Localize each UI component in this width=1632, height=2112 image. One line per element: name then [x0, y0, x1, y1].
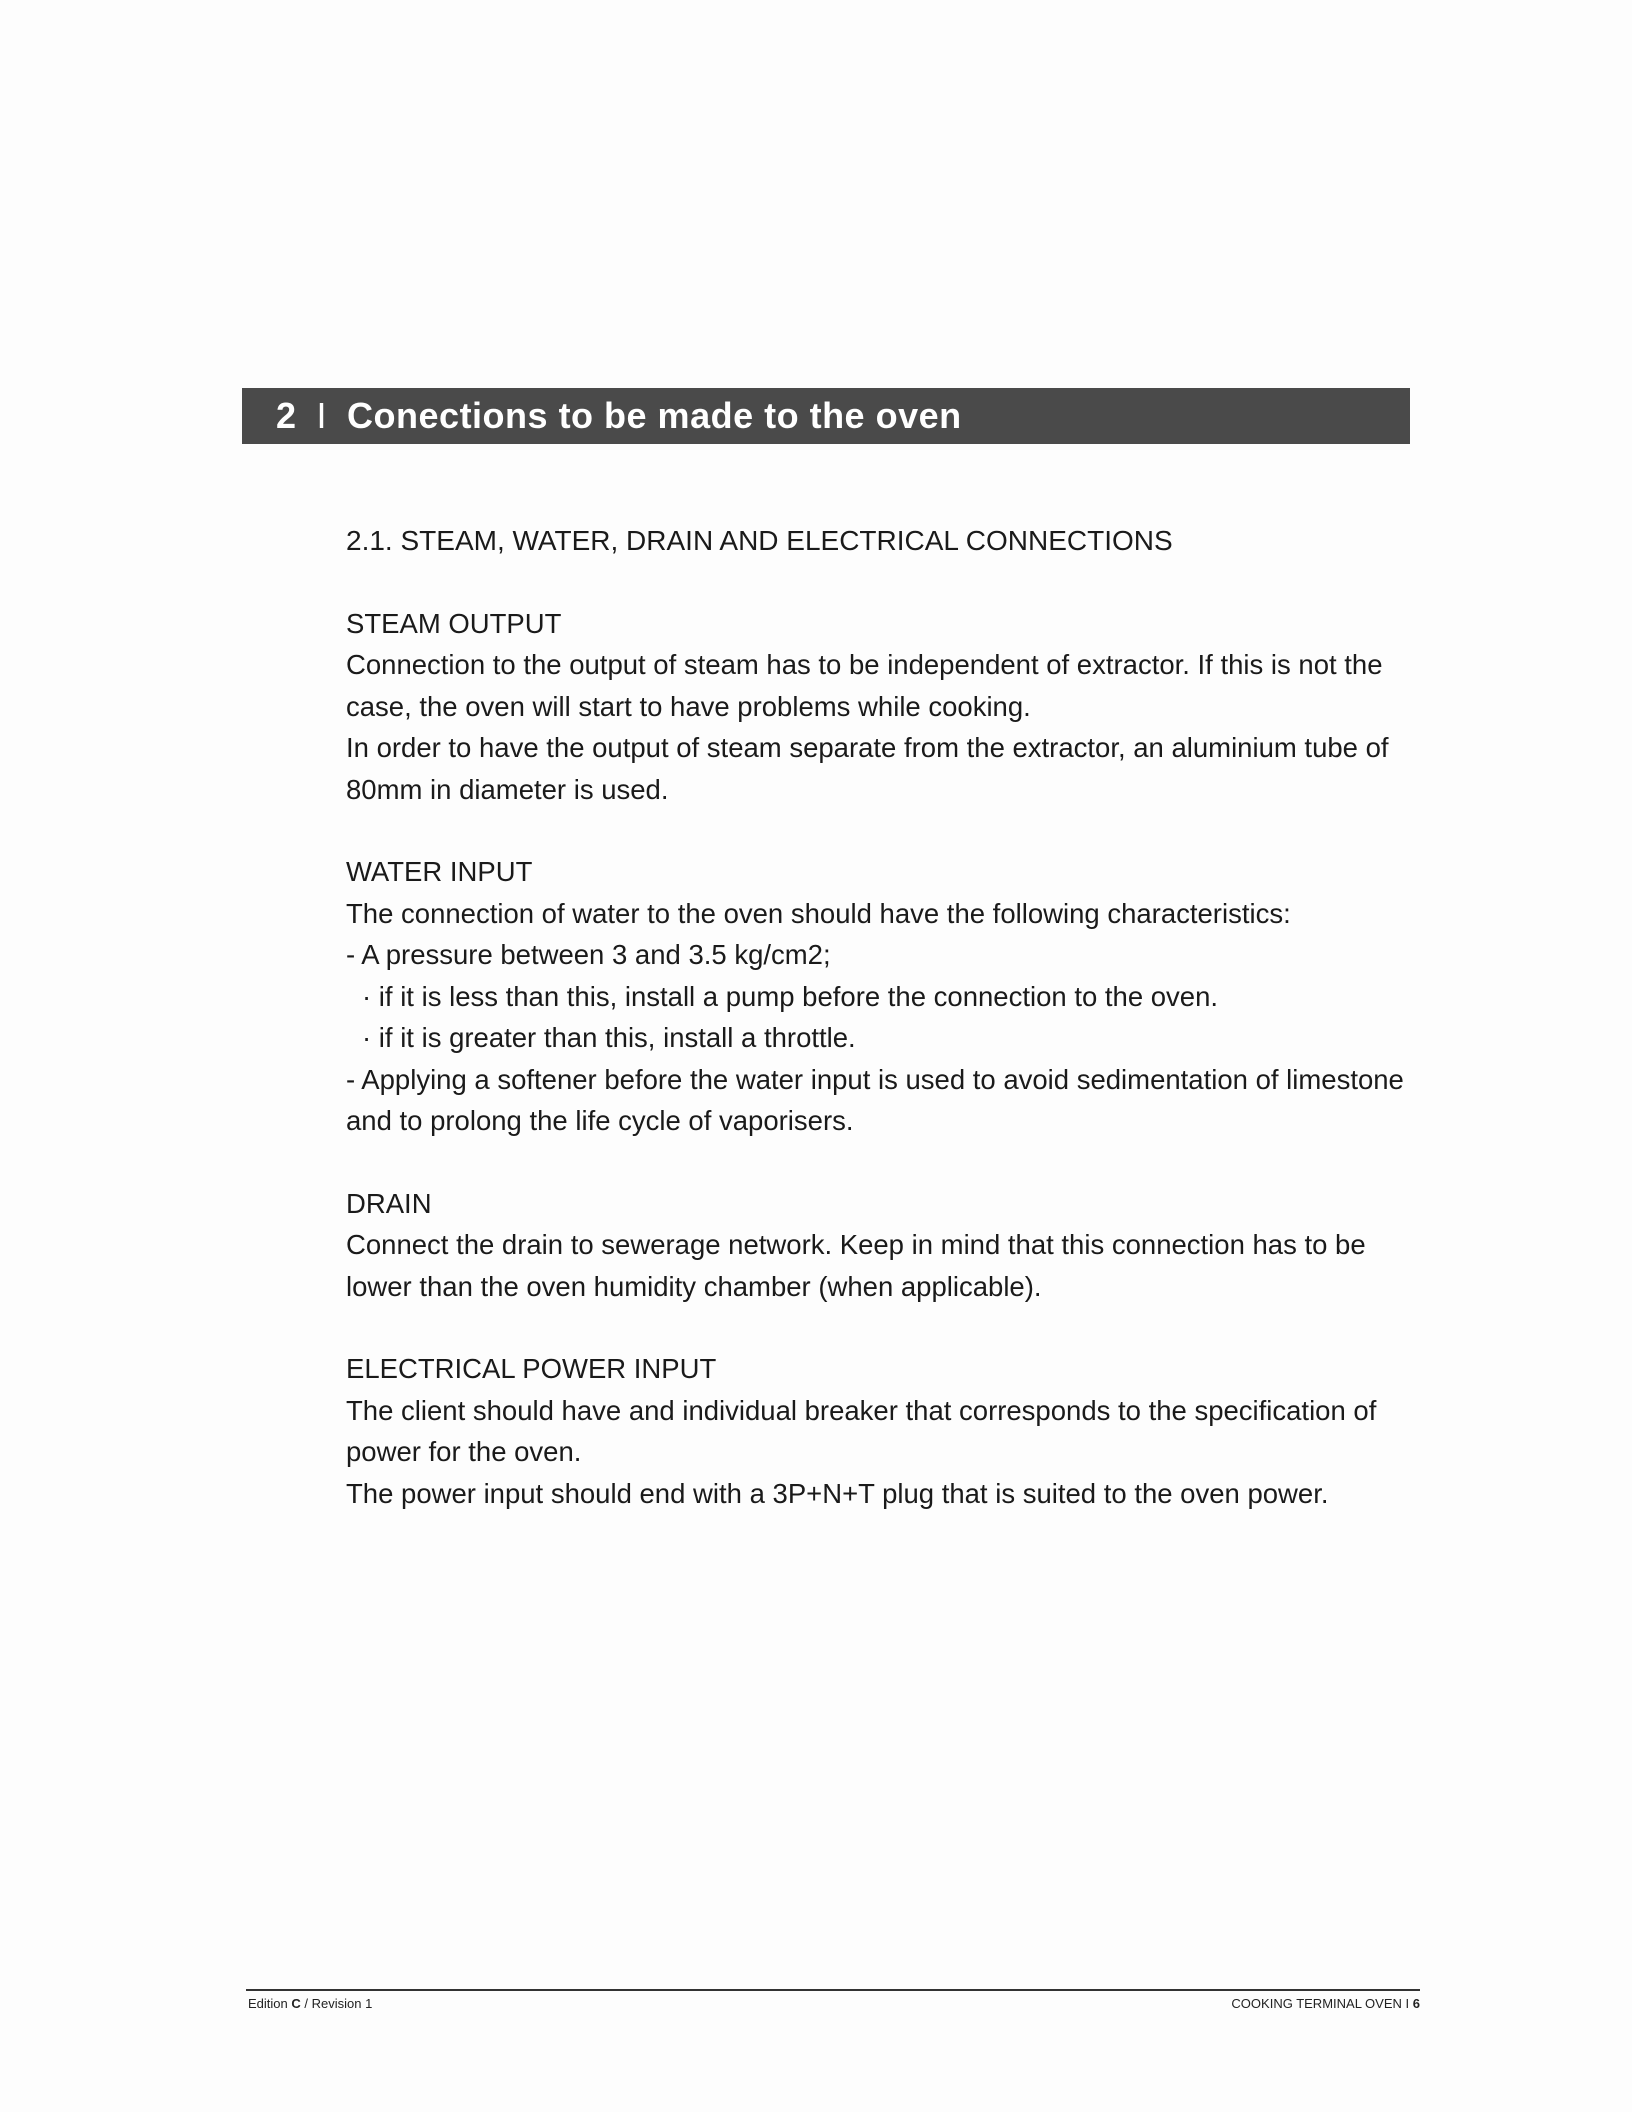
water-input-item-softener: - Applying a softener before the water input is used to avoid sedimentation of limestone and to prolong the life cycle of vaporisers. — [346, 1063, 1404, 1136]
drain-heading: DRAIN — [346, 1187, 432, 1219]
section-title: 2.1. STEAM, WATER, DRAIN AND ELECTRICAL CONNECTIONS — [346, 525, 1173, 556]
steam-output-section — [346, 603, 1416, 811]
footer-edition — [248, 1996, 372, 2011]
drain-section — [346, 1183, 1416, 1308]
electrical-paragraph-2: The power input should end with a 3P+N+T plug that is suited to the oven power. — [346, 1477, 1329, 1509]
chapter-separator: I — [316, 395, 328, 436]
electrical-section — [346, 1348, 1416, 1514]
electrical-heading: ELECTRICAL POWER INPUT — [346, 1353, 717, 1384]
electrical-paragraph-1: The client should have and individual breaker that corresponds to the specification of power for the oven. — [346, 1394, 1377, 1467]
drain-paragraph: Connect the drain to sewerage network. Keep in mind that this connection has to be lower than the oven humidity chamber (when applicable). — [346, 1229, 1366, 1302]
chapter-title: Conections to be made to the oven — [347, 395, 962, 436]
water-input-item-pressure: - A pressure between 3 and 3.5 kg/cm2; — [346, 939, 831, 970]
footer-edition-suffix: / Revision 1 — [300, 1996, 373, 2011]
chapter-number: 2 — [276, 395, 297, 436]
steam-output-paragraph-1: Connection to the output of steam has to be independent of extractor. If this is not the case, the oven will start to have problems while cooking. — [346, 649, 1383, 722]
water-input-subitem-low: · if it is less than this, install a pump before the connection to the oven. — [362, 980, 1219, 1012]
footer-doc-title: COOKING TERMINAL OVEN — [1231, 1996, 1406, 2011]
water-input-intro: The connection of water to the oven should have the following characteristics: — [346, 897, 1291, 929]
footer-doc-info — [1231, 1996, 1420, 2011]
main-content — [346, 520, 1416, 1555]
footer-edition-prefix: Edition — [248, 1996, 292, 2011]
footer-edition-letter: C — [291, 1996, 301, 2011]
footer-page-number: 6 — [1412, 1996, 1420, 2011]
steam-output-paragraph-2: In order to have the output of steam separate from the extractor, an aluminium tube of 80mm in diameter is used. — [346, 732, 1389, 805]
footer-separator: I — [1405, 1996, 1410, 2011]
chapter-heading-bar — [242, 388, 1410, 444]
footer-divider — [246, 1989, 1420, 1991]
water-input-subitem-high: · if it is greater than this, install a throttle. — [362, 1022, 856, 1053]
water-input-section — [346, 851, 1416, 1142]
water-input-heading: WATER INPUT — [346, 856, 533, 887]
steam-output-heading: STEAM OUTPUT — [346, 607, 562, 639]
